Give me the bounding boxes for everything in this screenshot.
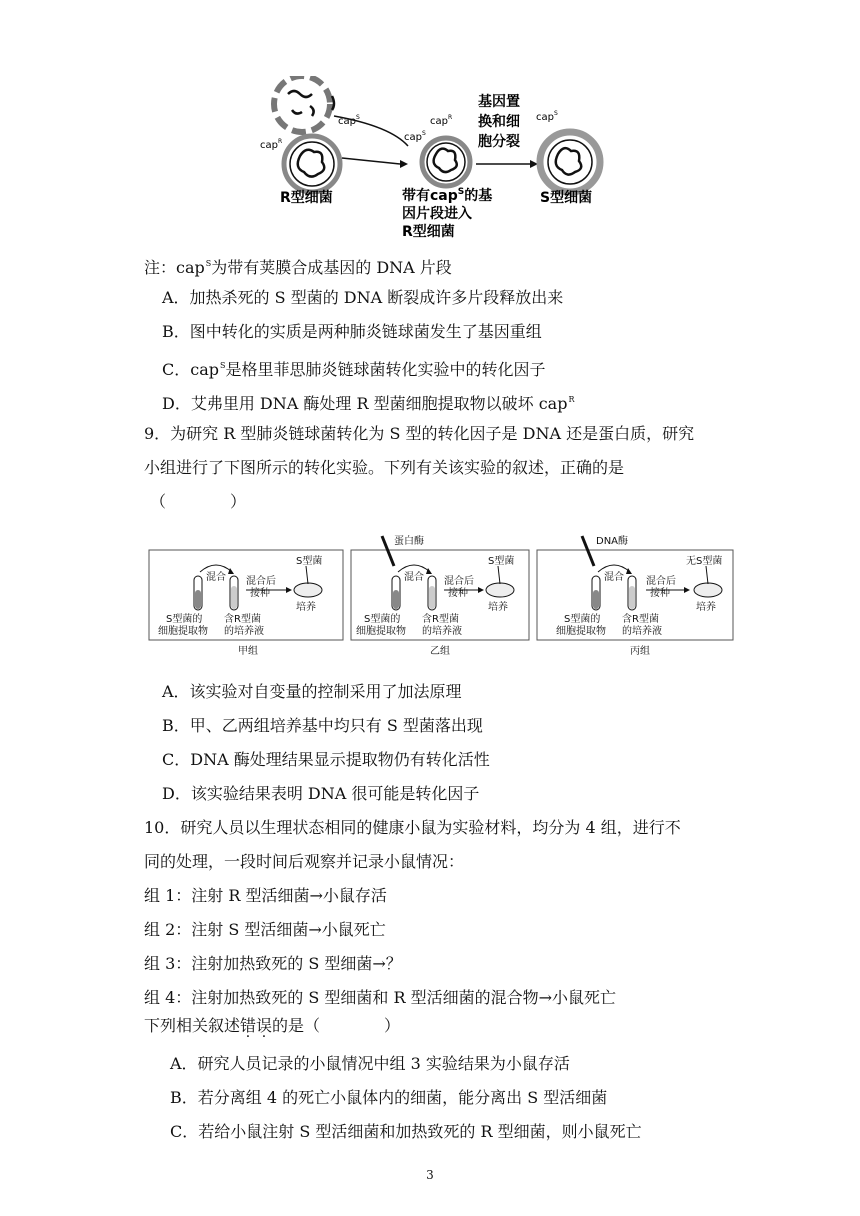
svg-text:的培养液: 的培养液 (224, 626, 264, 637)
svg-text:细胞提取物: 细胞提取物 (356, 626, 406, 637)
svg-text:混合: 混合 (206, 572, 226, 583)
q10-group3: 组 3：注射加热致死的 S 型细菌→？ (144, 954, 402, 973)
svg-text:细胞提取物: 细胞提取物 (158, 626, 208, 637)
svg-text:接种: 接种 (250, 588, 270, 599)
svg-text:乙组: 乙组 (430, 646, 450, 657)
q10-group1: 组 1：注射 R 型活细菌→小鼠存活 (144, 886, 387, 905)
transforming-cell (422, 138, 470, 186)
caption-line2: 因片段进入 (402, 206, 472, 222)
q10-stem-line1: 10．研究人员以生理状态相同的健康小鼠为实验材料，均分为 4 组，进行不 (144, 818, 681, 837)
caption-line3: R型细菌 (402, 224, 455, 240)
svg-text:的培养液: 的培养液 (422, 626, 462, 637)
svg-text:含R型菌: 含R型菌 (422, 614, 459, 625)
transformation-diagram (240, 76, 620, 246)
caps-fragment-label: cap$^S$ (338, 114, 360, 127)
q10-question: 下列相关叙述错误的是（ ） (144, 1016, 401, 1035)
svg-text:培养: 培养 (296, 602, 316, 613)
svg-text:细胞提取物: 细胞提取物 (556, 626, 606, 637)
q9-option-c: C．DNA 酶处理结果显示提取物仍有转化活性 (162, 750, 490, 769)
q8-option-a: A．加热杀死的 S 型菌的 DNA 断裂成许多片段释放出来 (162, 288, 564, 307)
q9-option-a: A．该实验对自变量的控制采用了加法原理 (162, 682, 462, 701)
q10-group4: 组 4：注射加热致死的 S 型细菌和 R 型活细菌的混合物→小鼠死亡 (144, 988, 617, 1007)
q8-option-d: D．艾弗里用 DNA 酶处理 R 型菌细胞提取物以破坏 cap$^R$ (162, 394, 575, 413)
q8-option-b: B．图中转化的实质是两种肺炎链球菌发生了基因重组 (162, 322, 542, 341)
svg-text:接种: 接种 (448, 588, 468, 599)
caps-right-label: cap$^S$ (536, 110, 558, 123)
svg-text:含R型菌: 含R型菌 (622, 614, 659, 625)
heat-killed-s-cell (274, 76, 334, 132)
process-line1: 基因置 (478, 94, 520, 110)
s-bacteria-label: S型细菌 (540, 190, 593, 206)
svg-text:S型菌的: S型菌的 (364, 614, 401, 625)
svg-text:混合后: 混合后 (246, 576, 276, 587)
q8-option-c: C．cap$^S$是格里菲思肺炎链球菌转化实验中的转化因子 (162, 360, 546, 379)
svg-text:混合后: 混合后 (646, 576, 676, 587)
group-bing (556, 534, 722, 657)
process-line3: 胞分裂 (478, 134, 520, 150)
capr-left-label: cap$^R$ (260, 138, 283, 151)
svg-text:丙组: 丙组 (630, 646, 650, 657)
svg-text:S型菌的: S型菌的 (166, 614, 203, 625)
q10-option-a: A．研究人员记录的小鼠情况中组 3 实验结果为小鼠存活 (170, 1054, 570, 1073)
q9-option-d: D．该实验结果表明 DNA 很可能是转化因子 (162, 784, 480, 803)
svg-text:混合后: 混合后 (444, 576, 474, 587)
svg-text:培养: 培养 (696, 602, 716, 613)
svg-text:培养: 培养 (488, 602, 508, 613)
svg-text:混合: 混合 (404, 572, 424, 583)
q9-stem-line2: 小组进行了下图所示的转化实验。下列有关该实验的叙述，正确的是 (144, 458, 625, 477)
s-cell (540, 132, 600, 192)
experiment-diagram (146, 530, 736, 658)
svg-text:无S型菌: 无S型菌 (686, 556, 723, 567)
q10-group2: 组 2：注射 S 型活细菌→小鼠死亡 (144, 920, 386, 939)
q10-option-b: B．若分离组 4 的死亡小鼠体内的细菌，能分离出 S 型活细菌 (170, 1088, 608, 1107)
capr-mid-label: cap$^R$ (430, 114, 453, 127)
svg-text:含R型菌: 含R型菌 (224, 614, 261, 625)
q10-stem-line2: 同的处理，一段时间后观察并记录小鼠情况： (144, 852, 465, 871)
svg-text:接种: 接种 (650, 588, 670, 599)
r-cell (284, 136, 340, 192)
svg-text:S型菌: S型菌 (488, 556, 515, 567)
process-line2: 换和细 (478, 114, 520, 130)
caps-mid-label: cap$^S$ (404, 130, 426, 143)
svg-text:的培养液: 的培养液 (622, 626, 662, 637)
caption-line1: 带有cap$^S$的基 (402, 187, 493, 204)
svg-text:S型菌的: S型菌的 (564, 614, 601, 625)
r-bacteria-label: R型细菌 (280, 190, 333, 206)
q9-option-b: B．甲、乙两组培养基中均只有 S 型菌落出现 (162, 716, 483, 735)
svg-text:S型菌: S型菌 (296, 556, 323, 567)
svg-text:混合: 混合 (604, 572, 624, 583)
group-yi (356, 534, 514, 657)
group-jia (158, 554, 322, 657)
page-number: 3 (426, 1168, 434, 1182)
q10-option-c: C．若给小鼠注射 S 型活细菌和加热致死的 R 型细菌，则小鼠死亡 (170, 1122, 642, 1141)
figure-note: 注：cap$^S$为带有荚膜合成基因的 DNA 片段 (144, 258, 452, 277)
svg-text:DNA酶: DNA酶 (596, 536, 629, 547)
q9-stem-line1: 9．为研究 R 型肺炎链球菌转化为 S 型的转化因子是 DNA 还是蛋白质，研究 (144, 424, 695, 443)
svg-text:甲组: 甲组 (238, 646, 258, 657)
q9-answer-blank: （ ） (150, 492, 247, 511)
svg-text:蛋白酶: 蛋白酶 (394, 536, 424, 547)
